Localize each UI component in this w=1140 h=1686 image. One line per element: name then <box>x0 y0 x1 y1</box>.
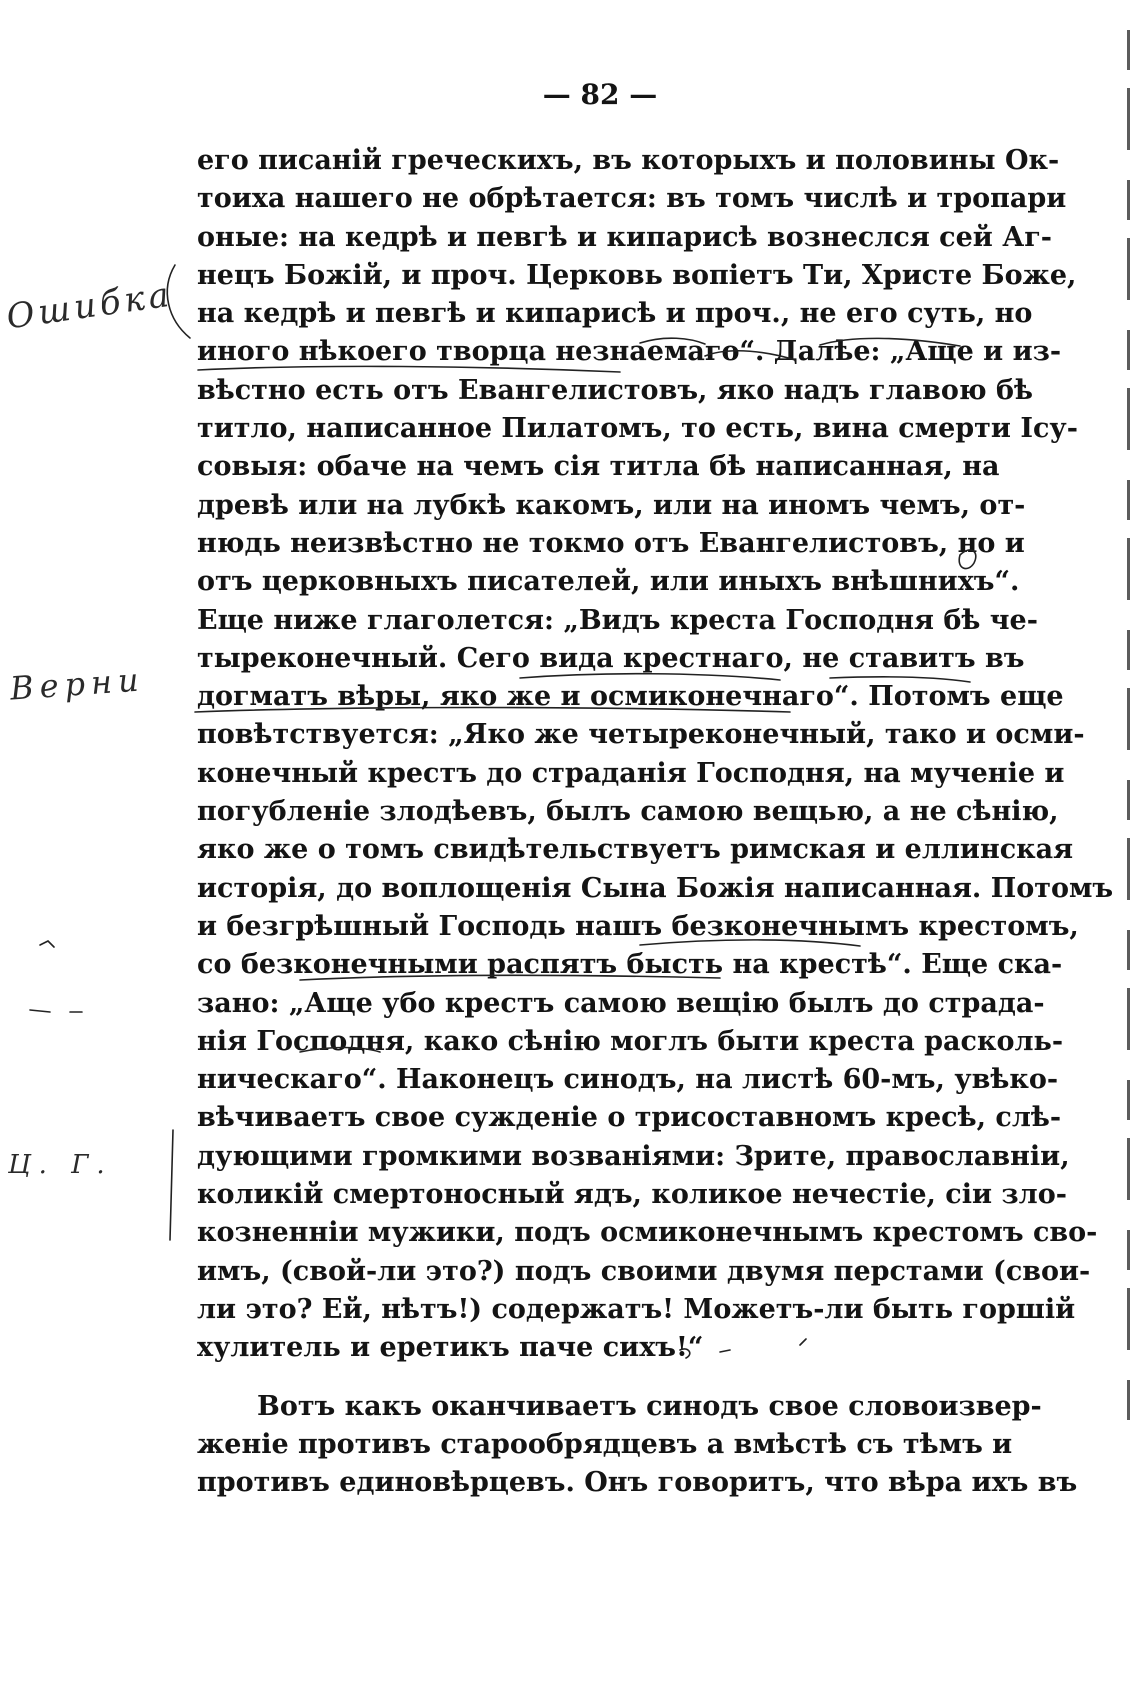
text-line: имъ, (свой-ли это?) подъ своими двумя перстами (свои- <box>197 1255 1091 1287</box>
margin-note: Верни <box>8 660 146 708</box>
text-line: нецъ Божій, и проч. Церковь вопіетъ Ти, Христе Боже, <box>197 259 1077 291</box>
text-line: женіе противъ старообрядцевъ а вмѣстѣ съ тѣмъ и <box>197 1428 1013 1460</box>
text-line: исторія, до воплощенія Сына Божія написанная. Потомъ <box>197 872 1114 904</box>
text-line: ли это? Ей, нѣтъ!) содержатъ! Можетъ-ли быть горшій <box>197 1293 1076 1325</box>
text-line: догматъ вѣры, яко же и осмиконечнаго“. Потомъ еще <box>197 681 1064 713</box>
page-edge-shadow <box>1127 30 1130 1430</box>
text-line: древѣ или на лубкѣ какомъ, или на иномъ чемъ, от- <box>197 489 1026 521</box>
text-line: на кедрѣ и певгѣ и кипарисѣ и проч., не его суть, но <box>197 298 1033 330</box>
scribble-mark <box>30 1010 82 1012</box>
body-text <box>197 142 1114 1502</box>
paragraph-2 <box>197 1388 1078 1503</box>
text-line: иного нѣкоего творца незнаемаго“. Далѣе: „Аще и из- <box>197 336 1062 368</box>
margin-note: Ц. Г. <box>8 1150 113 1180</box>
paragraph-1 <box>197 142 1114 1368</box>
text-line: тыреконечный. Сего вида крестнаго, не ставитъ въ <box>197 642 1025 674</box>
text-line: совыя: обаче на чемъ сія титла бѣ написанная, на <box>197 451 1000 483</box>
text-line: дующими громкими возваніями: Зрите, православніи, <box>197 1140 1070 1172</box>
text-line: козненніи мужики, подъ осмиконечнымъ крестомъ сво- <box>197 1217 1098 1249</box>
text-line: нюдь неизвѣстно не токмо отъ Евангелистовъ, но и <box>197 527 1025 559</box>
text-line: со безконечными распятъ бысть на крестѣ“. Еще ска- <box>197 949 1063 981</box>
text-line: зано: „Аще убо крестъ самою вещію былъ до страда- <box>197 987 1045 1019</box>
text-line: яко же о томъ свидѣтельствуетъ римская и еллинская <box>197 834 1074 866</box>
text-line: коликій смертоносный ядъ, коликое нечестіе, сіи зло- <box>197 1179 1067 1211</box>
text-line: Еще ниже глаголется: „Видъ креста Господня бѣ че- <box>197 604 1038 636</box>
text-line: титло, написанное Пилатомъ, то есть, вина смерти Ісу- <box>197 413 1078 445</box>
text-line: повѣтствуется: „Яко же четыреконечный, тако и осми- <box>197 719 1085 751</box>
text-line: вѣстно есть отъ Евангелистовъ, яко надъ главою бѣ <box>197 374 1033 406</box>
text-line: отъ церковныхъ писателей, или иныхъ внѣшнихъ“. <box>197 566 1020 598</box>
text-line: Вотъ какъ оканчиваетъ синодъ свое словоизвер- <box>257 1390 1042 1422</box>
text-line: нія Господня, како сѣнію моглъ быти креста расколь- <box>197 1025 1064 1057</box>
text-line: оные: на кедрѣ и певгѣ и кипарисѣ вознеслся сей Аг- <box>197 221 1052 253</box>
text-line: и безгрѣшный Господь нашъ безконечнымъ крестомъ, <box>197 910 1079 942</box>
text-line: ническаго“. Наконецъ синодъ, на листѣ 60-мъ, увѣко- <box>197 1064 1059 1096</box>
margin-note: Ошибка <box>4 274 176 338</box>
scribble-mark <box>40 941 54 947</box>
paragraph-gap <box>197 1368 987 1388</box>
margin-bar <box>170 1130 173 1240</box>
page-number: — 82 — <box>542 78 658 111</box>
text-line: вѣчиваетъ свое сужденіе о трисоставномъ кресѣ, слѣ- <box>197 1102 1062 1134</box>
text-line: погубленіе злодѣевъ, былъ самою вещью, а не сѣнію, <box>197 796 1059 828</box>
text-line: хулитель и еретикъ паче сихъ!“ <box>197 1332 704 1364</box>
text-line: конечный крестъ до страданія Господня, на мученіе и <box>197 757 1065 789</box>
text-line: его писаній греческихъ, въ которыхъ и половины Ок- <box>197 145 1060 176</box>
text-line: тоиха нашего не обрѣтается: въ томъ числѣ и тропари <box>197 183 1067 215</box>
text-line: противъ единовѣрцевъ. Онъ говоритъ, что вѣра ихъ въ <box>197 1467 1078 1499</box>
